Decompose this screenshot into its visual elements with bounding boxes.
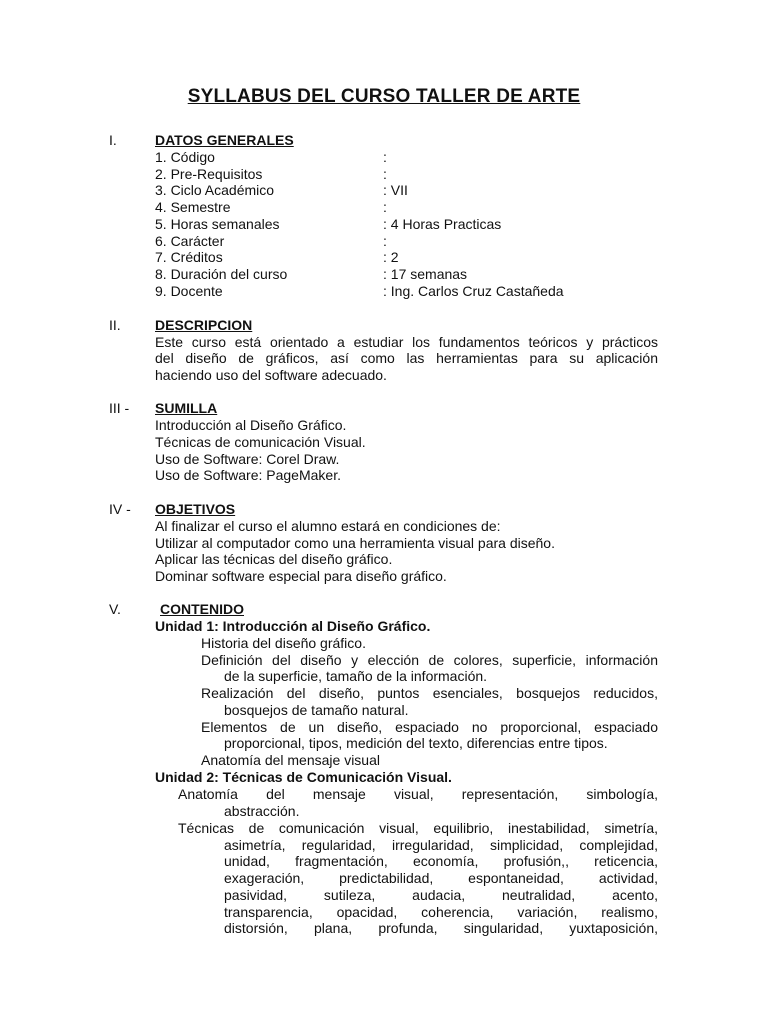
field-label-codigo: 1. Código	[155, 149, 215, 165]
unit-1-item: Historia del diseño gráfico.	[201, 635, 366, 651]
unit-2-item-cont: pasividad, sutileza, audacia, neutralidad, acento,	[224, 887, 658, 903]
unit-2-item-cont: abstracción.	[224, 803, 300, 819]
unit-1-item-cont: bosquejos de tamaño natural.	[224, 702, 409, 718]
field-value-caracter: :	[383, 233, 387, 249]
field-label-creditos: 7. Créditos	[155, 249, 223, 265]
unit-1-item-cont: proporcional, tipos, medición del texto, diferencias entre tipos.	[224, 735, 608, 751]
description-line: haciendo uso del software adecuado.	[155, 367, 387, 383]
field-label-prerequisitos: 2. Pre-Requisitos	[155, 166, 263, 182]
unit-2-item: Técnicas de comunicación visual, equilibrio, inestabilidad, simetría,	[178, 820, 658, 836]
unit-1-item: Definición del diseño y elección de colores, superficie, información	[201, 652, 658, 668]
field-value-docente: : Ing. Carlos Cruz Castañeda	[383, 283, 564, 299]
unit-2-item-cont: distorsión, plana, profunda, singularidad, yuxtaposición,	[224, 920, 658, 936]
sumilla-item: Uso de Software: PageMaker.	[155, 467, 341, 483]
unit-2-item-cont: unidad, fragmentación, economía, profusión,, reticencia,	[224, 853, 658, 869]
section-heading-descripcion: DESCRIPCION	[155, 317, 253, 333]
field-label-docente: 9. Docente	[155, 283, 223, 299]
unit-2-title: Unidad 2: Técnicas de Comunicación Visual.	[155, 769, 452, 785]
field-value-horas: : 4 Horas Practicas	[383, 216, 502, 232]
section-heading-sumilla: SUMILLA	[155, 400, 218, 416]
section-number: III -	[109, 400, 130, 416]
field-label-caracter: 6. Carácter	[155, 233, 225, 249]
objetivo-item: Dominar software especial para diseño gráfico.	[155, 568, 447, 584]
unit-2-item-cont: asimetría, regularidad, irregularidad, simplicidad, complejidad,	[224, 837, 658, 853]
section-number: V.	[109, 601, 121, 617]
description-line: Este curso está orientado a estudiar los fundamentos teóricos y prácticos	[155, 334, 658, 350]
field-value-duracion: : 17 semanas	[383, 266, 468, 282]
unit-2-item-cont: transparencia, opacidad, coherencia, variación, realismo,	[224, 904, 658, 920]
field-value-codigo: :	[383, 149, 387, 165]
field-value-prerequisitos: :	[383, 166, 387, 182]
field-value-creditos: : 2	[383, 249, 399, 265]
unit-1-title: Unidad 1: Introducción al Diseño Gráfico.	[155, 618, 431, 634]
section-number: IV -	[109, 501, 131, 517]
unit-1-item: Elementos de un diseño, espaciado no proporcional, espaciado	[201, 719, 658, 735]
section-heading-datos-generales: DATOS GENERALES	[155, 132, 294, 148]
sumilla-item: Introducción al Diseño Gráfico.	[155, 417, 347, 433]
field-label-ciclo: 3. Ciclo Académico	[155, 182, 275, 198]
objetivo-item: Al finalizar el curso el alumno estará en condiciones de:	[155, 518, 501, 534]
field-label-semestre: 4. Semestre	[155, 199, 231, 215]
section-heading-objetivos: OBJETIVOS	[155, 501, 236, 517]
objetivo-item: Utilizar al computador como una herramienta visual para diseño.	[155, 535, 555, 551]
section-number: II.	[109, 317, 121, 333]
section-heading-contenido: CONTENIDO	[160, 601, 244, 617]
field-value-semestre: :	[383, 199, 387, 215]
unit-1-item: Anatomía del mensaje visual	[201, 752, 380, 768]
sumilla-item: Uso de Software: Corel Draw.	[155, 451, 340, 467]
description-line: del diseño de gráficos, así como las herramientas para su aplicación	[155, 350, 658, 366]
objetivo-item: Aplicar las técnicas del diseño gráfico.	[155, 551, 393, 567]
unit-1-item: Realización del diseño, puntos esenciales, bosquejos reducidos,	[201, 685, 658, 701]
field-value-ciclo: : VII	[383, 182, 408, 198]
section-number: I.	[109, 132, 117, 148]
unit-2-item: Anatomía del mensaje visual, representación, simbología,	[178, 786, 658, 802]
unit-2-item-cont: exageración, predictabilidad, espontaneidad, actividad,	[224, 870, 658, 886]
sumilla-item: Técnicas de comunicación Visual.	[155, 434, 366, 450]
field-label-duracion: 8. Duración del curso	[155, 266, 288, 282]
unit-1-item-cont: de la superficie, tamaño de la información.	[224, 668, 488, 684]
document-title: SYLLABUS DEL CURSO TALLER DE ARTE	[187, 86, 581, 107]
field-label-horas: 5. Horas semanales	[155, 216, 280, 232]
